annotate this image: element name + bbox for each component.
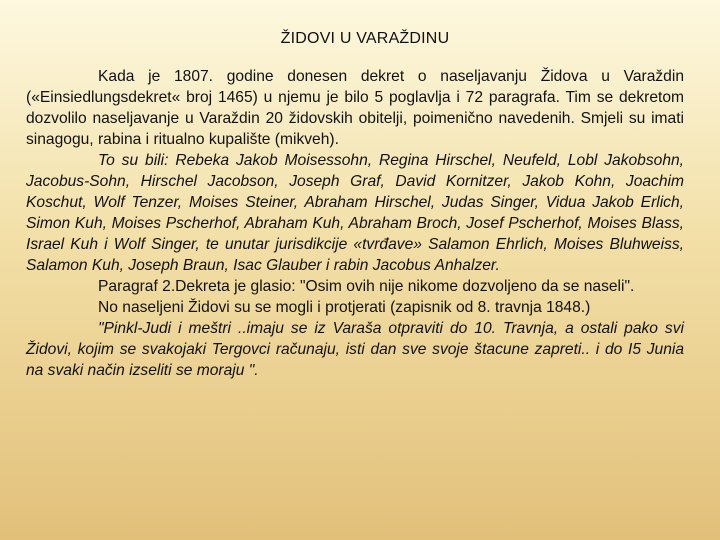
slide-content (26, 30, 684, 381)
paragraph-decree: Kada je 1807. godine donesen dekret o naseljavanju Židova u Varaždin («Einsiedlungsdekret« broj 1465) u njemu je bilo 5 poglavlja i 72 paragrafa. Tim se dekretom dozvolilo naseljavanje u Varaždin 20 židovskih obitelji, poimenično navedenih. Smjeli su imati sinagogu, rabina i ritualno kupalište (mikveh). (26, 68, 684, 148)
paragraph-quote: "Pinkl-Judi i meštri ..imaju se iz Varaša otpraviti do 10. Travnja, a ostali pako svi Židovi, kojim se svakojaki Tergovci računaju, isti dan sve svoje štacune zapreti.. i do I5 Junia na svaki način izseliti se moraju ". (26, 320, 684, 379)
paragraph-families-list: To su bili: Rebeka Jakob Moisessohn, Regina Hirschel, Neufeld, Lobl Jakobsohn, Jacobus-Sohn, Hirschel Jacobson, Joseph Graf, David Kornitzer, Jakob Kohn, Joachim Koschut, Wolf Tenzer, Moises Steiner, Abraham Hirschel, Judas Singer, Vidua Jakob Erlich, Simon Kuh, Moises Pscherhof, Abraham Kuh, Abraham Broch, Josef Pscherhof, Moises Blass, Israel Kuh i Wolf Singer, te unutar jurisdikcije «tvrđave» Salamon Ehrlich, Moises Bluhweiss, Salamon Kuh, Joseph Braun, Isac Glauber i rabin Jacobus Anhalzer. (26, 152, 684, 274)
page-title: ŽIDOVI U VARAŽDINU (280, 30, 450, 47)
paragraph-decree-rule: Paragraf 2.Dekreta je glasio: "Osim ovih nije nikome dozvoljeno da se naseli". (98, 278, 635, 295)
paragraph-expulsion-note: No naseljeni Židovi su se mogli i protjerati (zapisnik od 8. travnja 1848.) (98, 299, 591, 316)
